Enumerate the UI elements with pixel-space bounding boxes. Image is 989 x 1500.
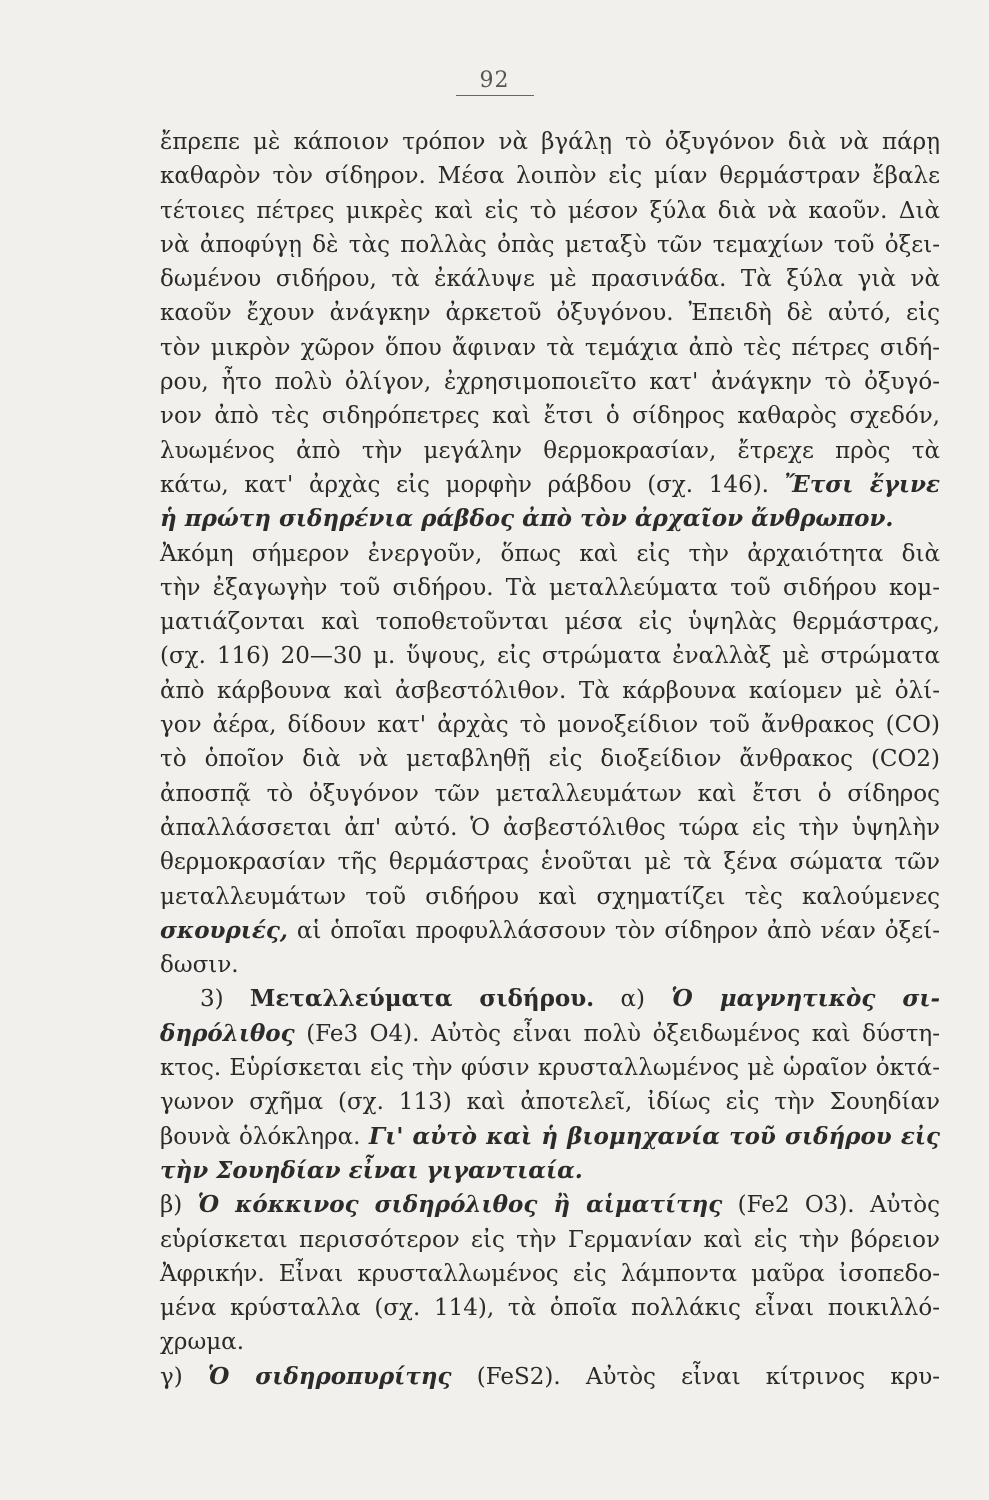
- text-run: (Fe3 O4). Αὐτὸς εἶναι πολὺ ὀξειδωμένος καὶ δύστη-: [294, 1020, 940, 1047]
- text-line: ἀπὸ κάρβουνα καὶ ἀσβεστόλιθον. Τὰ κάρβουνα καίομεν μὲ ὀλί-: [160, 677, 940, 704]
- text-run: κάτω, κατ' ἀρχὰς εἰς μορφὴν ράβδου (σχ. 146).: [160, 471, 785, 498]
- text-line: χρωμα.: [160, 1329, 245, 1356]
- text-line: μένα κρύσταλλα (σχ. 114), τὰ ὁποῖα πολλάκις εἶναι ποικιλλό-: [160, 1295, 940, 1322]
- text-line: τὸ ὁποῖον διὰ νὰ μεταβληθῇ εἰς διοξείδιον ἄνθρακος (CO2): [160, 746, 940, 773]
- text-line: νον ἀπὸ τὲς σιδηρόπετρες καὶ ἔτσι ὁ σίδηρος καθαρὸς σχεδόν,: [160, 403, 940, 430]
- emphasis-text: σκουριές,: [160, 916, 288, 944]
- text-line: ματιάζονται καὶ τοποθετοῦνται μέσα εἰς ὑψηλὰς θερμάστρας,: [160, 609, 940, 636]
- text-line: ἔπρεπε μὲ κάποιον τρόπον νὰ βγάλῃ τὸ ὀξυγόνον διὰ νὰ πάρῃ: [160, 129, 940, 155]
- body-text: [160, 125, 940, 1394]
- text-line: (σχ. 116) 20—30 μ. ὕψους, εἰς στρώματα ἐναλλὰξ μὲ στρώματα: [160, 643, 940, 670]
- text-line: κτος. Εὑρίσκεται εἰς τὴν φύσιν κρυσταλλωμένος μὲ ὡραῖον ὀκτά-: [160, 1055, 940, 1082]
- text-line: μεταλλευμάτων τοῦ σιδήρου καὶ σχηματίζει τὲς καλούμενες: [160, 883, 940, 910]
- emphasis-text: Ὁ σιδηροπυρίτης: [207, 1362, 452, 1390]
- text-run: βουνὰ ὁλόκληρα.: [160, 1123, 369, 1150]
- text-line: Ἀκόμη σήμερον ἐνεργοῦν, ὅπως καὶ εἰς τὴν ἀρχαιότητα διὰ: [160, 540, 940, 567]
- emphasis-text: ἡ πρώτη σιδηρένια ράβδος ἀπὸ τὸν ἀρχαῖον ἄνθρωπον.: [160, 505, 894, 533]
- text-line: τέτοιες πέτρες μικρὲς καὶ εἰς τὸ μέσον ξύλα διὰ νὰ καοῦν. Διὰ: [160, 197, 940, 224]
- text-line: ἀπαλλάσσεται ἀπ' αὐτό. Ὁ ἀσβεστόλιθος τώρα εἰς τὴν ὑψηλὴν: [160, 814, 940, 841]
- text-run: β): [160, 1192, 198, 1219]
- emphasis-text: Ἔτσι ἔγινε: [784, 470, 940, 498]
- text-line: καθαρὸν τὸν σίδηρον. Μέσα λοιπὸν εἰς μίαν θερμάστραν ἔβαλε: [160, 163, 940, 190]
- text-run: (Fe2 O3). Αὐτὸς: [722, 1192, 940, 1219]
- text-run: γ): [160, 1363, 208, 1390]
- text-line: δωμένου σιδήρου, τὰ ἐκάλυψε μὲ πρασινάδα. Τὰ ξύλα γιὰ νὰ: [160, 266, 940, 293]
- text-line: [160, 1017, 940, 1051]
- text-line: εὑρίσκεται περισσότερον εἰς τὴν Γερμανίαν καὶ εἰς τὴν βόρειον: [160, 1226, 940, 1253]
- text-line: ρου, ἦτο πολὺ ὀλίγον, ἐχρησιμοποιεῖτο κατ' ἀνάγκην τὸ ὀξυγό-: [160, 369, 940, 396]
- text-line: [160, 1360, 940, 1394]
- emphasis-text: δηρόλιθος: [160, 1019, 295, 1047]
- text-line: γωνον σχῆμα (σχ. 113) καὶ ἀποτελεῖ, ἰδίως εἰς τὴν Σουηδίαν: [160, 1089, 940, 1116]
- emphasis-text: τὴν Σουηδίαν εἶναι γιγαντιαία.: [160, 1156, 583, 1184]
- text-line: [160, 1188, 940, 1222]
- section-number: 3): [200, 986, 250, 1013]
- text-line: [160, 914, 940, 948]
- text-line: [160, 502, 940, 536]
- text-run: (FeS2). Αὐτὸς εἶναι κίτρινος κρυ-: [451, 1363, 941, 1390]
- section-heading-line: [160, 982, 940, 1016]
- emphasis-text: Ὁ μαγνητικὸς σι-: [671, 985, 941, 1013]
- text-line: Ἀφρικήν. Εἶναι κρυσταλλωμένος εἰς λάμποντα μαῦρα ἰσοπεδο-: [160, 1260, 940, 1287]
- emphasis-text: Γι' αὐτὸ καὶ ἡ βιομηχανία τοῦ σιδήρου εἰς: [368, 1122, 940, 1150]
- text-line: νὰ ἀποφύγῃ δὲ τὰς πολλὰς ὀπὰς μεταξὺ τῶν τεμαχίων τοῦ ὀξει-: [160, 231, 940, 258]
- text-line: τὸν μικρὸν χῶρον ὅπου ἄφιναν τὰ τεμάχια ἀπὸ τὲς πέτρες σιδή-: [160, 334, 940, 361]
- text-line: τὴν ἐξαγωγὴν τοῦ σιδήρου. Τὰ μεταλλεύματα τοῦ σιδήρου κομ-: [160, 574, 940, 601]
- text-run: αἱ ὁποῖαι προφυλλάσσουν τὸν σίδηρον ἀπὸ νέαν ὀξεί-: [287, 917, 940, 944]
- page-number: 92: [0, 68, 989, 93]
- text-line: δωσιν.: [160, 952, 239, 979]
- section-heading: Μεταλλεύματα σιδήρου.: [249, 985, 595, 1013]
- text-line: γον ἀέρα, δίδουν κατ' ἀρχὰς τὸ μονοξείδιον τοῦ ἄνθρακος (CO): [160, 712, 940, 739]
- text-line: [160, 468, 940, 502]
- text-line: καοῦν ἔχουν ἀνάγκην ἀρκετοῦ ὀξυγόνου. Ἐπειδὴ δὲ αὐτό, εἰς: [160, 300, 940, 327]
- text-line: [160, 1120, 940, 1154]
- text-run: α): [594, 986, 672, 1013]
- emphasis-text: Ὁ κόκκινος σιδηρόλιθος ἢ αἱματίτης: [197, 1191, 723, 1219]
- text-line: [160, 1154, 940, 1188]
- text-line: λυωμένος ἀπὸ τὴν μεγάλην θερμοκρασίαν, ἔτρεχε πρὸς τὰ: [160, 437, 940, 464]
- text-line: θερμοκρασίαν τῆς θερμάστρας ἑνοῦται μὲ τὰ ξένα σώματα τῶν: [160, 849, 940, 876]
- text-line: ἀποσπᾷ τὸ ὀξυγόνον τῶν μεταλλευμάτων καὶ ἔτσι ὁ σίδηρος: [160, 780, 940, 807]
